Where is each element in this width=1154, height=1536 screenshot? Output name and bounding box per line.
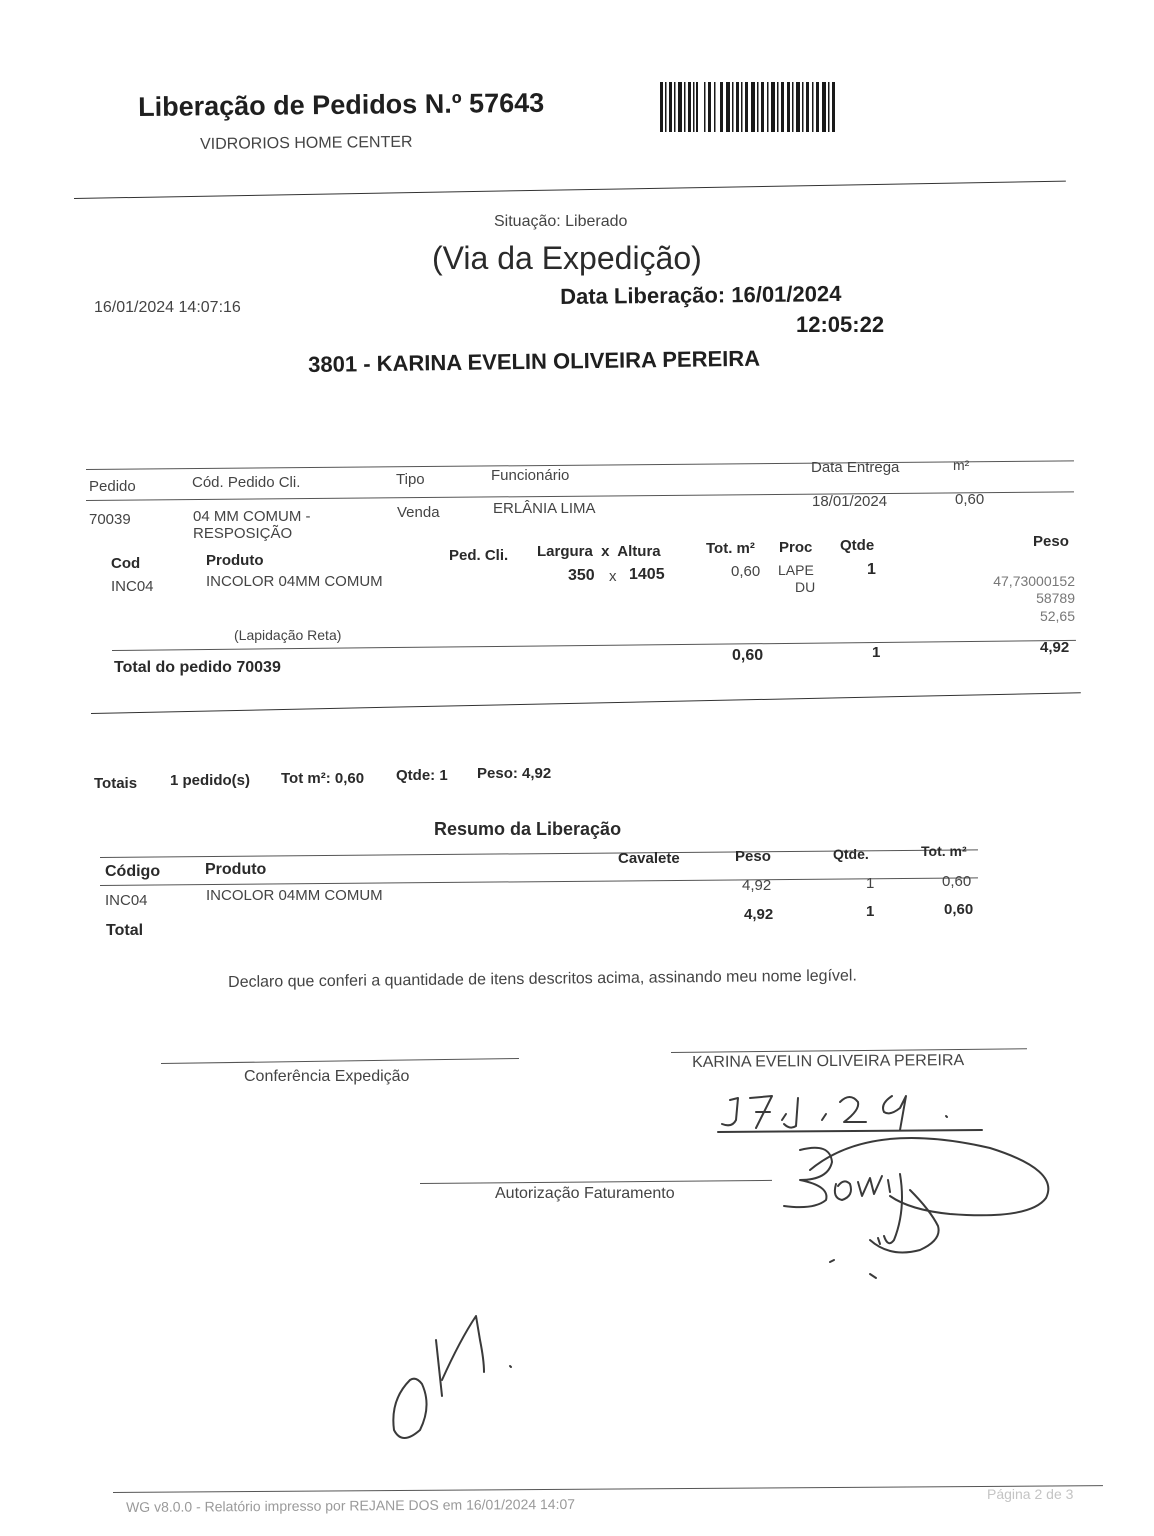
totals-peso: Peso: 4,92 — [477, 765, 552, 782]
row-funcionario: ERLÂNIA LIMA — [493, 500, 596, 517]
item-altura: 1405 — [629, 566, 665, 583]
item-cod: INC04 — [111, 578, 154, 595]
item-col-largura-altura: Largura x Altura — [537, 543, 661, 560]
item-col-produto: Produto — [206, 552, 264, 569]
summary-row-produto: INCOLOR 04MM COMUM — [206, 887, 383, 904]
summary-col-cavalete: Cavalete — [618, 850, 680, 867]
footer-line — [113, 1485, 1103, 1493]
totals-qtde: Qtde: 1 — [396, 767, 448, 784]
item-col-cod: Cod — [111, 555, 141, 572]
col-data-entrega: Data Entrega — [811, 459, 900, 476]
table-top-line — [86, 460, 1074, 470]
footer-page-number: Página 2 de 3 — [987, 1486, 1074, 1502]
col-cod-pedido-cli: Cód. Pedido Cli. — [192, 474, 301, 491]
header-divider — [74, 181, 1066, 199]
item-col-peso: Peso — [1033, 533, 1069, 550]
order-section-divider — [91, 692, 1081, 714]
totals-tot-m2: Tot m²: 0,60 — [281, 770, 365, 787]
declaration-text: Declaro que conferi a quantidade de itens descritos acima, assinando meu nome legível. — [228, 967, 857, 991]
item-peso-3: 52,65 — [1039, 608, 1075, 624]
summary-row-tot-m2: 0,60 — [942, 873, 972, 890]
item-largura: 350 — [568, 567, 595, 584]
item-produto: INCOLOR 04MM COMUM — [206, 573, 383, 590]
col-funcionario: Funcionário — [491, 467, 570, 484]
item-x: x — [609, 568, 617, 585]
client-name: 3801 - KARINA EVELIN OLIVEIRA PEREIRA — [308, 345, 761, 377]
order-total-peso: 4,92 — [1040, 639, 1070, 656]
company-name: VIDRORIOS HOME CENTER — [200, 133, 413, 153]
order-total-qtde: 1 — [872, 644, 881, 661]
item-proc: LAPE — [778, 562, 814, 578]
row-tipo: Venda — [397, 504, 440, 521]
row-data-entrega: 18/01/2024 — [812, 493, 888, 510]
row-cod-pedido-cli-2: RESPOSIÇÃO — [193, 525, 293, 542]
item-peso-2: 58789 — [1036, 590, 1075, 606]
signature-label-autorizacao: Autorização Faturamento — [495, 1185, 675, 1202]
document-title: Liberação de Pedidos N.º 57643 — [138, 87, 545, 122]
totals-pedidos: 1 pedido(s) — [170, 772, 251, 789]
summary-col-produto: Produto — [205, 861, 267, 878]
status-label: Situação: Liberado — [494, 213, 628, 230]
item-proc-2: DU — [795, 579, 816, 595]
row-pedido: 70039 — [89, 511, 131, 528]
signature-client-name: KARINA EVELIN OLIVEIRA PEREIRA — [692, 1052, 965, 1071]
summary-row-peso: 4,92 — [742, 877, 772, 894]
signature-label-conferencia: Conferência Expedição — [244, 1068, 410, 1085]
summary-total-qtde: 1 — [866, 903, 875, 920]
row-m2: 0,60 — [955, 491, 985, 508]
client-signature — [770, 1130, 1060, 1290]
footer-printed-by: WG v8.0.0 - Relatório impresso por REJANE DOS em 16/01/2024 14:07 — [126, 1495, 576, 1515]
order-total-m2: 0,60 — [732, 647, 764, 664]
item-col-tot-m2: Tot. m² — [706, 540, 755, 557]
barcode — [660, 80, 838, 134]
summary-col-codigo: Código — [105, 863, 161, 880]
summary-total-peso: 4,92 — [744, 906, 774, 923]
summary-row-qtde: 1 — [866, 875, 875, 892]
item-peso: 47,73000152 — [993, 573, 1075, 589]
summary-row-codigo: INC04 — [105, 892, 148, 909]
summary-col-qtde: Qtde. — [833, 846, 869, 862]
release-date: Data Liberação: 16/01/2024 — [560, 281, 842, 309]
row-cod-pedido-cli: 04 MM COMUM - — [193, 508, 311, 525]
col-tipo: Tipo — [396, 471, 425, 488]
item-col-qtde: Qtde — [840, 537, 875, 554]
summary-col-tot-m2: Tot. m² — [921, 843, 967, 859]
item-col-proc: Proc — [779, 539, 813, 556]
item-tot-m2: 0,60 — [731, 563, 761, 580]
item-qtde: 1 — [867, 561, 876, 578]
item-col-ped-cli: Ped. Cli. — [449, 547, 509, 564]
summary-col-peso: Peso — [735, 848, 771, 865]
summary-total-tot-m2: 0,60 — [944, 901, 974, 918]
item-note: (Lapidação Reta) — [234, 627, 342, 643]
copy-type: (Via da Expedição) — [432, 240, 702, 276]
print-datetime: 16/01/2024 14:07:16 — [94, 299, 241, 316]
summary-total-label: Total — [106, 922, 144, 939]
col-m2: m² — [953, 457, 970, 473]
summary-title: Resumo da Liberação — [434, 819, 622, 839]
signature-line-conferencia — [161, 1058, 519, 1064]
totals-label: Totais — [94, 775, 138, 792]
handwritten-note — [380, 1280, 520, 1460]
signature-line-autorizacao — [420, 1180, 772, 1184]
col-pedido: Pedido — [89, 478, 136, 495]
order-total-label: Total do pedido 70039 — [114, 659, 281, 676]
release-time: 12:05:22 — [796, 312, 885, 337]
